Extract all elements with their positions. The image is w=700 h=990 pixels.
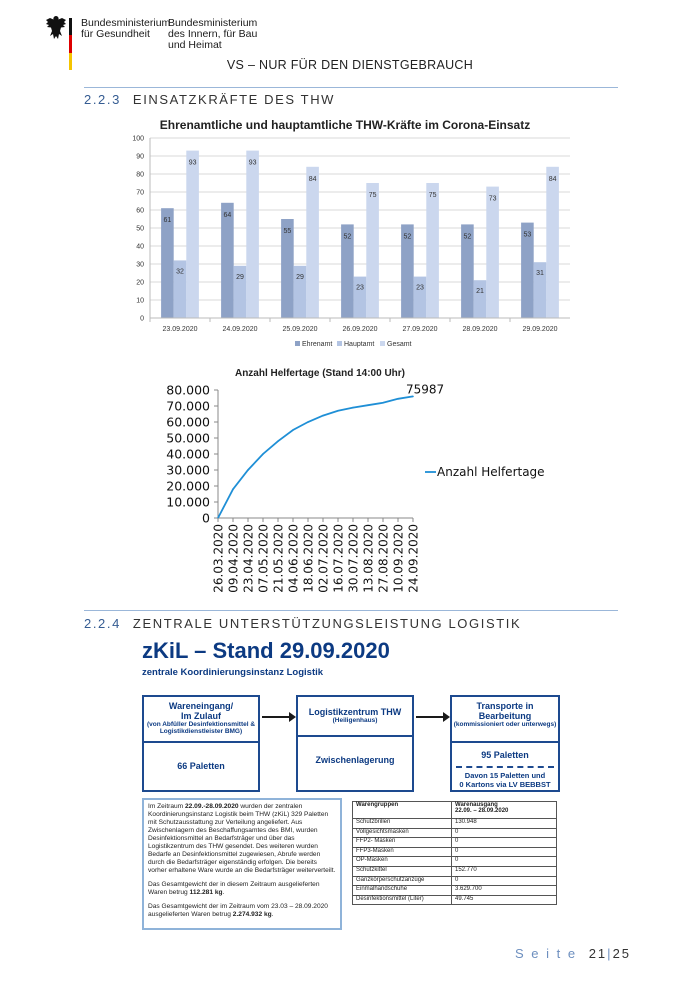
- y-tick-label: 90: [136, 153, 144, 161]
- y-tick-label: 100: [132, 135, 144, 143]
- goods-group-cell: Schutzkittel: [353, 866, 452, 876]
- y-tick-label: 10.000: [166, 494, 210, 510]
- data-label: 64: [223, 211, 232, 219]
- bar-hauptamt: [474, 280, 487, 318]
- goods-output-cell: 0: [452, 847, 557, 857]
- bar-hauptamt: [414, 277, 427, 318]
- dashed-divider: [456, 766, 554, 768]
- table-header-cell: Warengruppen: [353, 802, 452, 819]
- data-label: 75: [368, 192, 377, 199]
- x-tick-label: 10.09.2020: [391, 524, 406, 593]
- x-tick-label: 29.09.2020: [522, 326, 558, 333]
- flow-box-logistikzentrum: [296, 695, 414, 792]
- data-label: 61: [163, 217, 172, 225]
- data-label: 93: [188, 159, 197, 167]
- y-tick-label: 30.000: [166, 462, 210, 478]
- bar-hauptamt: [354, 277, 367, 318]
- legend-swatch: [295, 341, 300, 346]
- goods-group-cell: FFP2- Masken: [353, 838, 452, 848]
- data-label: 52: [403, 233, 412, 241]
- legend-label: Ehrenamt: [302, 341, 333, 348]
- page-label: S e i t e: [515, 946, 578, 961]
- x-tick-label: 02.07.2020: [316, 524, 331, 593]
- end-value-label: 75987: [406, 382, 445, 397]
- logistics-summary-text: Im Zeitraum 22.09.-28.09.2020 wurden der zentralen Koordinierungsinstanz Logistik beim THW (zKiL) 329 Paletten mit Schutzausstattung zur Verteilung angeliefert. Aus Zwischenlagern des Beschaffungsamtes des BMI, wurden Desinfektionsmittel an Bedarfsträger und über das Logistikzentrum des THW gesendet. Des weiteren wurden Bedarfe an Desinfektionsmittel zugewiesen, Abrufe werden durch die Bedarfsträger eigenständig erfolgen. Die bereits vorher erhaltene Ware wurde an die Bedarfsträger weiterverteilt. Das Gesamtgewicht der in diesem Zeitraum ausgelieferten Waren betrug 112.281 kg. Das Gesamtgewicht der im Zeitraum vom 23.03 – 28.09.2020 ausgelieferten Waren betrug 2.274.932 kg.: [142, 798, 342, 930]
- bar-gesamt: [366, 183, 379, 318]
- table-row: [353, 886, 557, 896]
- section-title: EINSATZKRÄFTE DES THW: [132, 92, 336, 107]
- section-number: 2.2.4: [84, 616, 121, 631]
- ministry-interior-name: Bundesministerium des Innern, für Bau und Heimat: [168, 17, 258, 51]
- goods-output-cell: 0: [452, 828, 557, 838]
- goods-group-cell: OP-Masken: [353, 857, 452, 867]
- series-line: [218, 396, 413, 518]
- flow-arrow: [416, 716, 444, 718]
- x-tick-label: 27.09.2020: [402, 326, 438, 333]
- y-tick-label: 70: [136, 189, 144, 197]
- legend-label: Anzahl Helfertage: [437, 465, 545, 479]
- data-label: 53: [523, 231, 532, 239]
- data-label: 73: [488, 195, 497, 203]
- box-body: Zwischenlagerung: [315, 755, 395, 765]
- x-tick-label: 16.07.2020: [331, 524, 346, 593]
- data-point: [367, 404, 369, 406]
- x-tick-label: 25.09.2020: [282, 326, 318, 333]
- bar-gesamt: [306, 167, 319, 318]
- y-tick-label: 80: [136, 171, 144, 179]
- x-tick-label: 30.07.2020: [346, 524, 361, 593]
- x-tick-label: 23.09.2020: [162, 326, 198, 333]
- bar-gesamt: [486, 187, 499, 318]
- goods-output-cell: 3.629.700: [452, 886, 557, 896]
- table-row: [353, 828, 557, 838]
- x-tick-label: 21.05.2020: [271, 524, 286, 593]
- bar-ehrenamt: [221, 203, 234, 318]
- x-tick-label: 24.09.2020: [222, 326, 258, 333]
- section-heading-2-2-4: [84, 616, 521, 631]
- flow-box-wareneingang: [142, 695, 260, 792]
- section-divider: [84, 87, 618, 88]
- x-tick-label: 26.03.2020: [211, 524, 226, 593]
- goods-group-cell: Einmalhandschuhe: [353, 886, 452, 896]
- goods-output-cell: 152.770: [452, 866, 557, 876]
- y-tick-label: 60.000: [166, 414, 210, 430]
- y-tick-label: 50: [136, 225, 144, 233]
- x-tick-label: 04.06.2020: [286, 524, 301, 593]
- x-tick-label: 28.09.2020: [462, 326, 498, 333]
- data-label: 75: [428, 192, 437, 199]
- x-tick-label: 26.09.2020: [342, 326, 378, 333]
- section-divider: [84, 610, 618, 611]
- data-label: 52: [463, 233, 472, 241]
- table-row: [353, 876, 557, 886]
- page-number: 21: [588, 946, 608, 961]
- x-tick-label: 23.04.2020: [241, 524, 256, 593]
- goods-output-cell: 0: [452, 857, 557, 867]
- table-row: [353, 895, 557, 905]
- goods-group-cell: Desinfektionsmittel (Liter): [353, 895, 452, 905]
- box-header: Transporte in Bearbeitung (kommissioniert oder unterwegs): [452, 697, 558, 743]
- x-tick-label: 27.08.2020: [376, 524, 391, 593]
- x-tick-label: 09.04.2020: [226, 524, 241, 593]
- legend-label: Gesamt: [387, 341, 412, 348]
- x-tick-label: 24.09.2020: [406, 524, 421, 593]
- table-row: [353, 847, 557, 857]
- pallets-count: 95 Paletten: [481, 750, 529, 760]
- data-point: [322, 415, 324, 417]
- chart2-title: Anzahl Helfertage (Stand 14:00 Uhr): [234, 368, 406, 379]
- data-point: [277, 440, 279, 442]
- ministry-health-name: Bundesministerium für Gesundheit: [81, 17, 171, 40]
- data-label: 52: [343, 233, 352, 241]
- data-label: 93: [248, 159, 257, 167]
- y-tick-label: 20: [136, 279, 144, 287]
- data-label: 23: [416, 284, 424, 292]
- bar-gesamt: [186, 151, 199, 318]
- y-tick-label: 30: [136, 261, 144, 269]
- goods-group-cell: Ganzkörperschutzanzüge: [353, 876, 452, 886]
- goods-group-cell: FFP3-Masken: [353, 847, 452, 857]
- chart1-title: Ehrenamtliche und hauptamtliche THW-Kräfte im Corona-Einsatz: [159, 118, 531, 132]
- data-label: 32: [176, 268, 184, 276]
- table-row: [353, 819, 557, 829]
- goods-output-table: [352, 801, 557, 905]
- x-tick-label: 07.05.2020: [256, 524, 271, 593]
- y-tick-label: 70.000: [166, 398, 210, 414]
- legend-swatch: [380, 341, 385, 346]
- legend-swatch: [337, 341, 342, 346]
- y-tick-label: 80.000: [166, 382, 210, 398]
- y-tick-label: 40: [136, 243, 144, 251]
- line-chart-helper-days: [160, 380, 560, 595]
- goods-output-cell: 49.745: [452, 895, 557, 905]
- flow-box-transporte: [450, 695, 560, 792]
- goods-output-cell: 0: [452, 838, 557, 848]
- data-point: [232, 488, 234, 490]
- box-header: Logistikzentrum THW (Heiligenhaus): [298, 697, 412, 737]
- box-body: 95 Paletten Davon 15 Paletten und 0 Kartons via LV BEBBST: [452, 743, 558, 789]
- data-label: 55: [283, 228, 292, 235]
- section-heading-2-2-3: [84, 92, 335, 107]
- flow-arrow: [262, 716, 290, 718]
- box-body: 66 Paletten: [177, 761, 225, 771]
- bar-gesamt: [426, 183, 439, 318]
- table-row: [353, 838, 557, 848]
- y-tick-label: 50.000: [166, 430, 210, 446]
- table-row: [353, 857, 557, 867]
- legend-label: Hauptamt: [344, 341, 375, 348]
- section-number: 2.2.3: [84, 92, 121, 107]
- data-point: [307, 421, 309, 423]
- data-label: 29: [236, 273, 244, 281]
- y-tick-label: 60: [136, 207, 144, 215]
- y-tick-label: 0: [202, 510, 210, 526]
- page-total: 25: [612, 946, 632, 961]
- bar-chart-thw-forces: [110, 130, 580, 355]
- data-label: 84: [548, 175, 557, 183]
- data-point: [262, 453, 264, 455]
- goods-output-cell: 0: [452, 876, 557, 886]
- section-title: ZENTRALE UNTERSTÜTZUNGSLEISTUNG LOGISTIK: [132, 616, 522, 631]
- zkil-subtitle: zentrale Koordinierungsinstanz Logistik: [142, 667, 324, 678]
- zkil-title: zKiL – Stand 29.09.2020: [142, 638, 390, 663]
- bar-gesamt: [246, 151, 259, 318]
- data-point: [247, 469, 249, 471]
- classification-label: VS – NUR FÜR DEN DIENSTGEBRAUCH: [226, 58, 474, 72]
- data-point: [382, 402, 384, 404]
- table-row: [353, 866, 557, 876]
- federal-eagle-logo: [44, 14, 68, 42]
- bar-gesamt: [546, 167, 559, 318]
- x-tick-label: 13.08.2020: [361, 524, 376, 593]
- table-header-row: [353, 802, 557, 819]
- y-tick-label: 40.000: [166, 446, 210, 462]
- y-tick-label: 0: [140, 315, 144, 323]
- table-header-cell: Warenausgang 22.09. – 28.09.2020: [452, 802, 557, 819]
- y-tick-label: 10: [136, 297, 144, 305]
- data-point: [397, 398, 399, 400]
- goods-output-cell: 130.948: [452, 819, 557, 829]
- y-tick-label: 20.000: [166, 478, 210, 494]
- data-point: [292, 429, 294, 431]
- data-point: [352, 407, 354, 409]
- data-label: 21: [476, 288, 484, 296]
- data-label: 29: [296, 273, 304, 281]
- bar-ehrenamt: [161, 208, 174, 318]
- data-point: [337, 410, 339, 412]
- goods-group-cell: Vollgesichtsmasken: [353, 828, 452, 838]
- box-header: Wareneingang/ Im Zulauf (von Abfüller Desinfektionsmittel & Logistikdienstleister BMG): [144, 697, 258, 743]
- data-label: 31: [536, 270, 544, 278]
- data-label: 84: [308, 175, 317, 183]
- page-footer: S e i t e 21|25: [515, 946, 632, 961]
- data-label: 23: [356, 284, 364, 292]
- x-tick-label: 18.06.2020: [301, 524, 316, 593]
- goods-group-cell: Schutzbrillen: [353, 819, 452, 829]
